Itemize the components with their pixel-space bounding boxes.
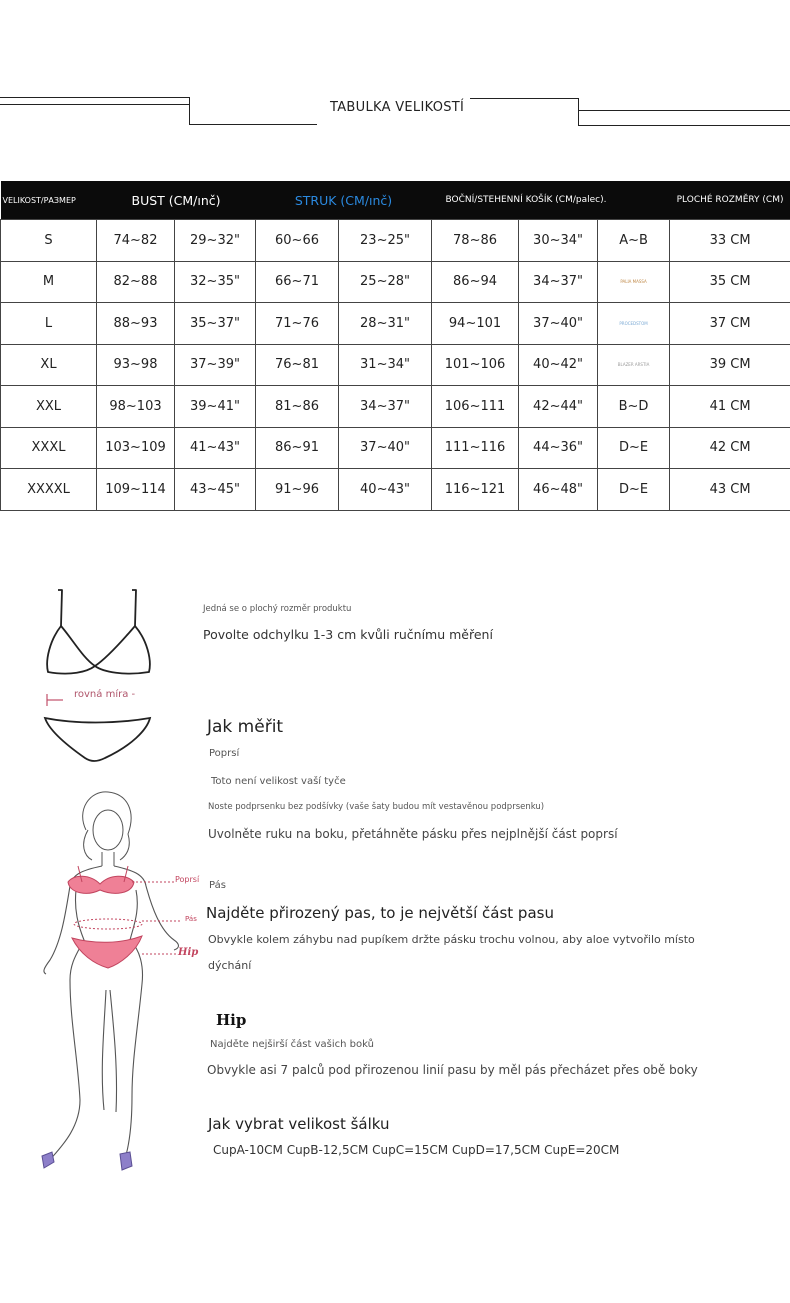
table-row bbox=[1, 303, 790, 345]
size-table bbox=[0, 181, 790, 511]
header-flat: PLOCHÉ ROZMĚRY (CM) bbox=[670, 181, 790, 220]
bra-top-drawing bbox=[47, 590, 150, 674]
bust-instruction: Uvolněte ruku na boku, přetáhněte pásku přes nejplnější část poprsí bbox=[208, 827, 618, 841]
cell-bust-in: 37~39" bbox=[175, 344, 256, 386]
cell-waist-cm: 81~86 bbox=[256, 386, 339, 428]
figure-waist-tag: Pás bbox=[185, 915, 197, 923]
table-row bbox=[1, 261, 790, 303]
flat-note: Povolte odchylku 1-3 cm kvůli ručnímu měření bbox=[203, 627, 493, 642]
cell-cup: PALIA MASSA bbox=[598, 261, 670, 303]
cell-hip-cm: 106~111 bbox=[432, 386, 519, 428]
cell-waist-in: 40~43" bbox=[339, 469, 432, 511]
waist-heading: Najděte přirozený pas, to je největší část pasu bbox=[206, 904, 554, 922]
cell-bust-in: 32~35" bbox=[175, 261, 256, 303]
figure-bust-tag: Poprsí bbox=[175, 875, 200, 884]
cell-waist-cm: 86~91 bbox=[256, 427, 339, 469]
cell-hip-in: 34~37" bbox=[519, 261, 598, 303]
cell-size: S bbox=[1, 220, 97, 262]
cell-waist-in: 23~25" bbox=[339, 220, 432, 262]
title-line-right-top bbox=[470, 98, 579, 99]
cell-waist-in: 34~37" bbox=[339, 386, 432, 428]
cell-size: XXL bbox=[1, 386, 97, 428]
waist-label: Pás bbox=[209, 880, 226, 891]
cell-bust-in: 29~32" bbox=[175, 220, 256, 262]
hip-label: Hip bbox=[216, 1011, 247, 1029]
cell-size: M bbox=[1, 261, 97, 303]
cell-size: XL bbox=[1, 344, 97, 386]
cell-waist-in: 37~40" bbox=[339, 427, 432, 469]
cell-flat: 42 CM bbox=[670, 427, 790, 469]
waist-instruction-2: dýchání bbox=[208, 959, 252, 972]
cell-waist-cm: 71~76 bbox=[256, 303, 339, 345]
table-row bbox=[1, 427, 790, 469]
figure-shoes bbox=[42, 1152, 132, 1170]
figure-hip-tag: Hip bbox=[178, 947, 199, 958]
cell-waist-in: 31~34" bbox=[339, 344, 432, 386]
cell-waist-cm: 91~96 bbox=[256, 469, 339, 511]
cell-hip-cm: 111~116 bbox=[432, 427, 519, 469]
cell-flat: 39 CM bbox=[670, 344, 790, 386]
table-row bbox=[1, 386, 790, 428]
cell-hip-cm: 86~94 bbox=[432, 261, 519, 303]
body-figure-illustration bbox=[28, 790, 208, 1175]
cell-bust-cm: 109~114 bbox=[97, 469, 175, 511]
figure-panties bbox=[72, 936, 142, 968]
cell-hip-cm: 116~121 bbox=[432, 469, 519, 511]
cell-waist-cm: 60~66 bbox=[256, 220, 339, 262]
hip-note: Najděte nejširší část vašich boků bbox=[210, 1039, 374, 1050]
flat-measure-marker bbox=[47, 694, 63, 706]
cell-bust-cm: 82~88 bbox=[97, 261, 175, 303]
cell-hip-in: 42~44" bbox=[519, 386, 598, 428]
page-title: TABULKA VELIKOSTÍ bbox=[330, 100, 465, 115]
cell-bust-cm: 98~103 bbox=[97, 386, 175, 428]
cell-hip-in: 46~48" bbox=[519, 469, 598, 511]
cell-hip-cm: 78~86 bbox=[432, 220, 519, 262]
cell-bust-cm: 93~98 bbox=[97, 344, 175, 386]
cell-size: L bbox=[1, 303, 97, 345]
flat-note-small: Jedná se o plochý rozměr produktu bbox=[203, 604, 352, 614]
table-row bbox=[1, 469, 790, 511]
table-header-row bbox=[1, 181, 790, 220]
title-line-left-bottom bbox=[189, 124, 317, 125]
cell-cup: B~D bbox=[598, 386, 670, 428]
bikini-flat-illustration bbox=[35, 580, 165, 770]
waist-instruction-1: Obvykle kolem záhybu nad pupíkem držte pásku trochu volnou, aby aloe vytvořilo místo bbox=[208, 933, 695, 946]
title-line-left-mid bbox=[0, 104, 189, 105]
figure-body-outline bbox=[44, 866, 179, 1162]
cell-flat: 33 CM bbox=[670, 220, 790, 262]
title-line-right-mid bbox=[578, 110, 790, 111]
cell-waist-cm: 76~81 bbox=[256, 344, 339, 386]
title-line-right-vert bbox=[578, 98, 579, 126]
flat-measure-label: rovná míra - bbox=[74, 689, 136, 700]
cell-flat: 37 CM bbox=[670, 303, 790, 345]
cell-hip-in: 30~34" bbox=[519, 220, 598, 262]
bust-label: Poprsí bbox=[209, 748, 240, 759]
cell-hip-cm: 101~106 bbox=[432, 344, 519, 386]
hip-instruction: Obvykle asi 7 palců pod přirozenou linií pasu by měl pás přecházet přes obě boky bbox=[207, 1063, 698, 1077]
cell-flat: 41 CM bbox=[670, 386, 790, 428]
cell-hip-in: 37~40" bbox=[519, 303, 598, 345]
figure-bra bbox=[68, 866, 134, 893]
table-row bbox=[1, 344, 790, 386]
bikini-bottom-drawing bbox=[45, 718, 150, 761]
cell-waist-in: 28~31" bbox=[339, 303, 432, 345]
cell-waist-cm: 66~71 bbox=[256, 261, 339, 303]
title-line-right-bottom bbox=[578, 125, 790, 126]
header-size: VELIKOST/РАЗМЕР bbox=[1, 181, 97, 220]
title-line-left-top bbox=[0, 97, 189, 98]
cell-bust-in: 39~41" bbox=[175, 386, 256, 428]
cell-bust-cm: 74~82 bbox=[97, 220, 175, 262]
cell-cup: D~E bbox=[598, 469, 670, 511]
bust-note-1: Toto není velikost vaší tyče bbox=[211, 776, 346, 787]
cell-size: XXXL bbox=[1, 427, 97, 469]
table-row bbox=[1, 220, 790, 262]
cell-bust-cm: 88~93 bbox=[97, 303, 175, 345]
header-waist: STRUK (CM/ınč) bbox=[256, 181, 432, 220]
cell-hip-in: 40~42" bbox=[519, 344, 598, 386]
cell-cup: PROCEDSTOM bbox=[598, 303, 670, 345]
cup-values: CupA-10CM CupB-12,5CM CupC=15CM CupD=17,5CM CupE=20CM bbox=[213, 1143, 620, 1157]
cup-heading: Jak vybrat velikost šálku bbox=[208, 1115, 390, 1133]
bust-note-2: Noste podprsenku bez podšívky (vaše šaty budou mít vestavěnou podprsenku) bbox=[208, 802, 545, 812]
cell-flat: 43 CM bbox=[670, 469, 790, 511]
header-bust: BUST (CM/ınč) bbox=[97, 181, 256, 220]
cell-flat: 35 CM bbox=[670, 261, 790, 303]
measure-heading: Jak měřit bbox=[207, 717, 284, 737]
cell-bust-in: 35~37" bbox=[175, 303, 256, 345]
cell-bust-cm: 103~109 bbox=[97, 427, 175, 469]
header-hip: BOČNÍ/STEHENNÍ KOŠÍK (CM/palec). bbox=[432, 181, 670, 220]
cell-cup: BLAZER ARSTIA bbox=[598, 344, 670, 386]
cell-hip-in: 44~36" bbox=[519, 427, 598, 469]
figure-face bbox=[93, 810, 123, 866]
cell-bust-in: 43~45" bbox=[175, 469, 256, 511]
cell-bust-in: 41~43" bbox=[175, 427, 256, 469]
cell-size: XXXXL bbox=[1, 469, 97, 511]
cell-hip-cm: 94~101 bbox=[432, 303, 519, 345]
cell-cup: A~B bbox=[598, 220, 670, 262]
title-line-left-vert bbox=[189, 97, 190, 125]
cell-cup: D~E bbox=[598, 427, 670, 469]
cell-waist-in: 25~28" bbox=[339, 261, 432, 303]
